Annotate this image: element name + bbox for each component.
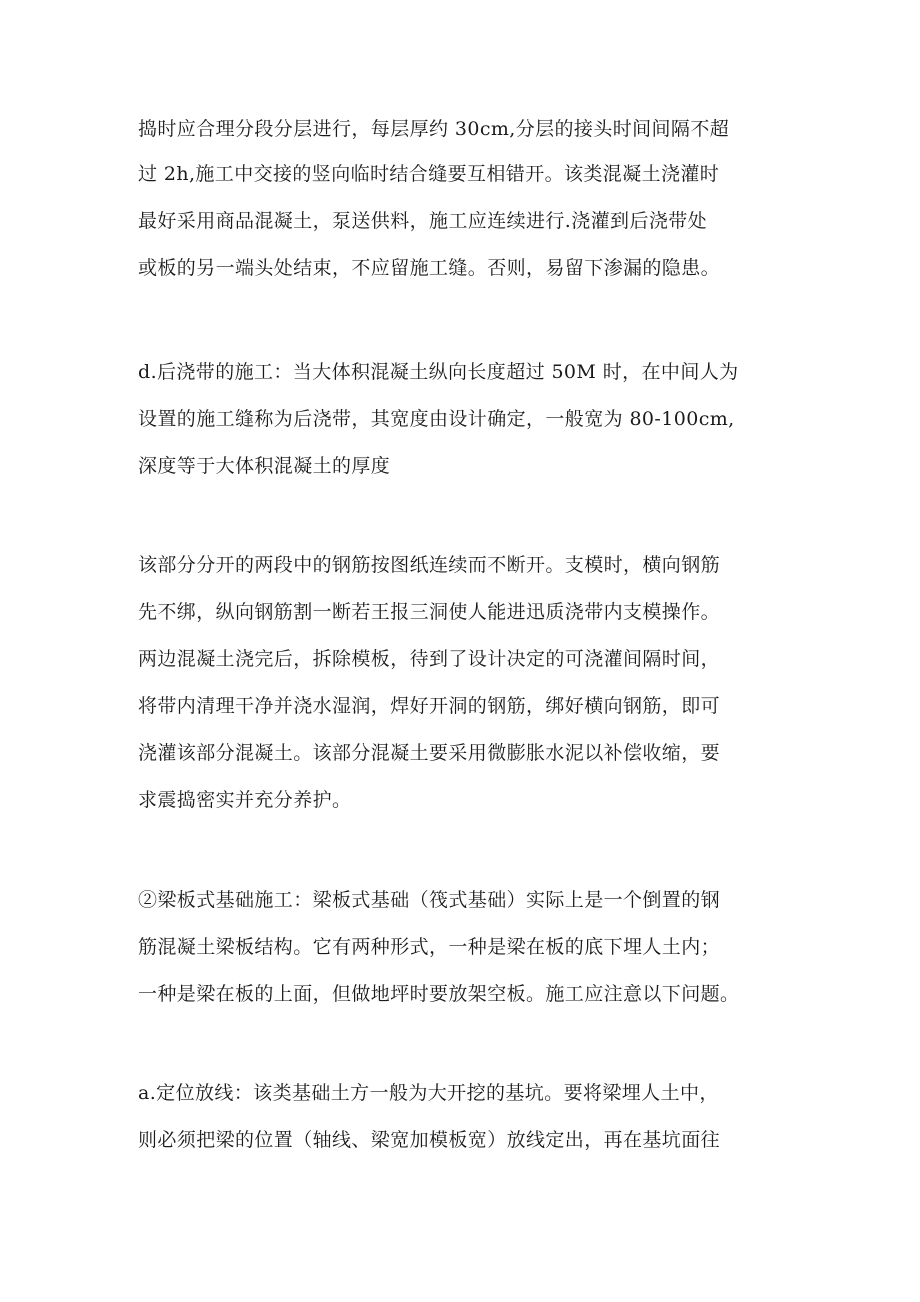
- text-line: 则必须把梁的位置（轴线、梁宽加模板宽）放线定出，再在基坑面往: [138, 1129, 721, 1151]
- text-line: 设置的施工缝称为后浇带，其宽度由设计确定，一般宽为 80-100cm,: [138, 408, 735, 430]
- text-line: 先不绑，纵向钢筋割一断若王报三洞使人能进迅质浇带内支模操作。: [138, 601, 721, 623]
- text-line: d.后浇带的施工：当大体积混凝土纵向长度超过 50M 时，在中间人为: [138, 361, 739, 383]
- text-line: 深度等于大体积混凝土的厚度: [138, 455, 391, 477]
- text-line: 将带内清理干净并浇水湿润，焊好开洞的钢筋，绑好横向钢筋，即可: [138, 695, 721, 717]
- text-line: 或板的另一端头处结束，不应留施工缝。否则，易留下渗漏的隐患。: [138, 257, 721, 279]
- text-line: 该部分分开的两段中的钢筋按图纸连续而不断开。支模时，横向钢筋: [138, 554, 721, 576]
- text-line: 筋混凝土梁板结构。它有两种形式，一种是梁在板的底下埋人土内；: [138, 936, 721, 958]
- text-line: 最好采用商品混凝土，泵送供料，施工应连续进行.浇灌到后浇带处: [138, 210, 708, 232]
- text-line: 浇灌该部分混凝土。该部分混凝土要采用微膨胀水泥以补偿收缩，要: [138, 742, 721, 764]
- text-line: 一种是梁在板的上面，但做地坪时要放架空板。施工应注意以下问题。: [138, 983, 740, 1005]
- text-line: 过 2h,施工中交接的竖向临时结合缝要互相错开。该类混凝土浇灌时: [138, 163, 720, 185]
- text-line: 两边混凝土浇完后，拆除模板，待到了设计决定的可浇灌间隔时间，: [138, 648, 721, 670]
- text-line: a.定位放线：该类基础土方一般为大开挖的基坑。要将梁埋人土中，: [138, 1082, 719, 1104]
- text-line: ②梁板式基础施工：梁板式基础（筏式基础）实际上是一个倒置的钢: [138, 889, 721, 911]
- text-line: 捣时应合理分段分层进行，每层厚约 30cm,分层的接头时间间隔不超: [138, 118, 730, 140]
- text-line: 求震捣密实并充分养护。: [138, 789, 352, 811]
